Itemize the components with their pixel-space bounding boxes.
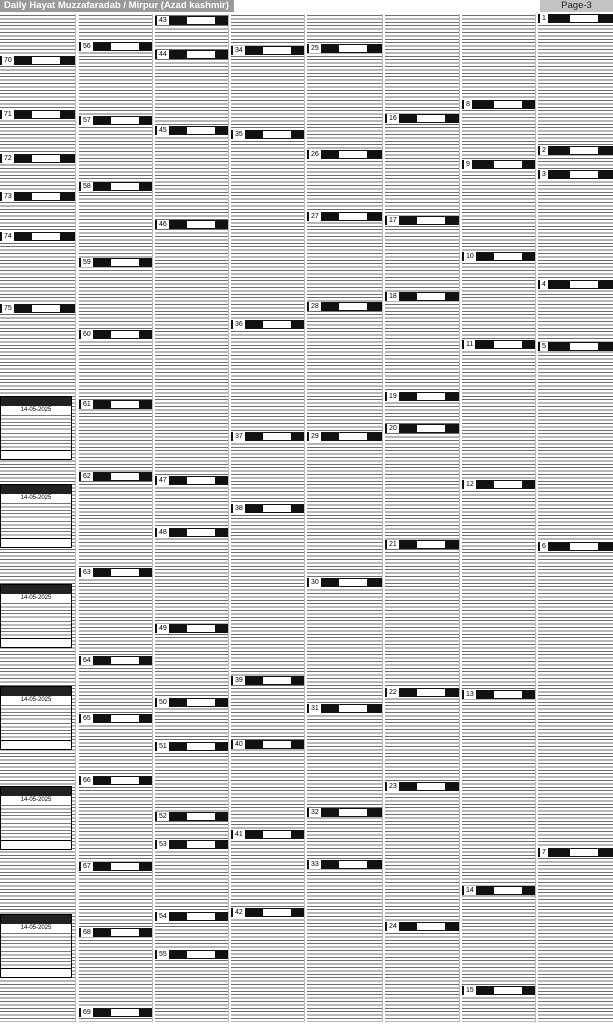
ad-bar [79, 116, 152, 125]
ad-number: 52 [159, 813, 167, 820]
ad-number: 50 [159, 699, 167, 706]
ad-bar [79, 568, 152, 577]
ad-bar [0, 304, 75, 313]
column-5 [307, 14, 383, 1022]
ad-number: 59 [83, 259, 91, 266]
ad-number: 7 [542, 849, 546, 856]
ad-number: 11 [466, 341, 474, 348]
ad-number: 63 [83, 569, 91, 576]
ad-number: 36 [235, 321, 243, 328]
ad-bar [307, 808, 382, 817]
legal-notice [0, 484, 72, 548]
ad-number: 65 [83, 715, 91, 722]
ad-number: 6 [542, 543, 546, 550]
ad-number: 19 [389, 393, 397, 400]
ad-bar [155, 220, 228, 229]
ad-bar [462, 252, 535, 261]
ad-number: 9 [466, 161, 470, 168]
ad-bar [155, 126, 228, 135]
ad-bar [307, 44, 382, 53]
ad-bar [79, 258, 152, 267]
ad-bar [462, 480, 535, 489]
ad-bar [79, 862, 152, 871]
ad-number: 2 [542, 147, 546, 154]
ad-bar [79, 714, 152, 723]
notice-date: 14-05-2025 [20, 697, 52, 703]
ad-bar [79, 472, 152, 481]
notice-date: 14-05-2025 [20, 925, 52, 931]
ad-bar [79, 656, 152, 665]
ad-number: 39 [235, 677, 243, 684]
ad-number: 68 [83, 929, 91, 936]
ad-bar [462, 160, 535, 169]
ad-number: 20 [389, 425, 397, 432]
ad-bar [385, 114, 459, 123]
ad-bar [231, 740, 304, 749]
ad-bar [538, 848, 613, 857]
notice-date: 14-05-2025 [20, 407, 52, 413]
notice-date: 14-05-2025 [20, 595, 52, 601]
ad-bar [79, 776, 152, 785]
ad-number: 18 [389, 293, 397, 300]
ad-number: 46 [159, 221, 167, 228]
ad-number: 35 [235, 131, 243, 138]
ad-number: 58 [83, 183, 91, 190]
ad-number: 29 [311, 433, 319, 440]
ad-bar [538, 280, 613, 289]
legal-notice [0, 584, 72, 648]
ad-number: 74 [4, 233, 12, 240]
ad-bar [538, 542, 613, 551]
column-1 [0, 14, 76, 1022]
ad-number: 3 [542, 171, 546, 178]
ad-number: 64 [83, 657, 91, 664]
ad-number: 62 [83, 473, 91, 480]
ad-bar [462, 340, 535, 349]
ad-bar [462, 100, 535, 109]
ad-number: 72 [4, 155, 12, 162]
ad-bar [155, 16, 228, 25]
ad-bar [155, 840, 228, 849]
ad-bar [385, 922, 459, 931]
ad-number: 57 [83, 117, 91, 124]
ad-bar [155, 950, 228, 959]
ad-number: 26 [311, 151, 319, 158]
ad-number: 17 [389, 217, 397, 224]
ad-bar [79, 42, 152, 51]
ad-bar [0, 56, 75, 65]
ad-number: 1 [542, 15, 546, 22]
ad-number: 24 [389, 923, 397, 930]
ad-number: 67 [83, 863, 91, 870]
ad-number: 32 [311, 809, 319, 816]
ad-number: 70 [4, 57, 12, 64]
ad-number: 31 [311, 705, 319, 712]
ad-bar [0, 232, 75, 241]
column-7 [462, 14, 536, 1022]
legal-notice [0, 786, 72, 850]
column-8 [538, 14, 613, 1022]
ad-bar [307, 578, 382, 587]
ad-bar [538, 170, 613, 179]
ad-bar [307, 704, 382, 713]
ad-number: 54 [159, 913, 167, 920]
ad-bar [307, 302, 382, 311]
ad-number: 40 [235, 741, 243, 748]
ad-bar [155, 812, 228, 821]
ad-number: 66 [83, 777, 91, 784]
ad-bar [538, 146, 613, 155]
ad-number: 30 [311, 579, 319, 586]
ad-bar [231, 830, 304, 839]
ad-number: 47 [159, 477, 167, 484]
ad-bar [307, 860, 382, 869]
notice-date: 14-05-2025 [20, 495, 52, 501]
ad-bar [385, 392, 459, 401]
ad-bar [538, 14, 613, 23]
ad-number: 75 [4, 305, 12, 312]
ad-bar [79, 1008, 152, 1017]
column-2 [79, 14, 153, 1022]
ad-number: 43 [159, 17, 167, 24]
ad-number: 73 [4, 193, 12, 200]
ad-bar [385, 782, 459, 791]
ad-number: 33 [311, 861, 319, 868]
ad-number: 25 [311, 45, 319, 52]
ad-number: 10 [466, 253, 474, 260]
ad-bar [231, 504, 304, 513]
ad-bar [385, 540, 459, 549]
ad-number: 12 [466, 481, 474, 488]
ad-number: 55 [159, 951, 167, 958]
column-6 [385, 14, 460, 1022]
column-3 [155, 14, 229, 1022]
ad-bar [385, 292, 459, 301]
ad-number: 37 [235, 433, 243, 440]
ad-number: 5 [542, 343, 546, 350]
legal-notice [0, 914, 72, 978]
ad-bar [155, 912, 228, 921]
ad-bar [155, 50, 228, 59]
ad-number: 48 [159, 529, 167, 536]
legal-notice [0, 686, 72, 750]
ad-bar [79, 928, 152, 937]
ad-bar [462, 690, 535, 699]
ad-number: 49 [159, 625, 167, 632]
ad-number: 28 [311, 303, 319, 310]
ad-bar [0, 192, 75, 201]
ad-number: 60 [83, 331, 91, 338]
ad-number: 23 [389, 783, 397, 790]
ad-bar [155, 624, 228, 633]
ad-number: 14 [466, 887, 474, 894]
page-number: Page-3 [540, 0, 613, 12]
ad-bar [462, 886, 535, 895]
ad-number: 44 [159, 51, 167, 58]
ad-number: 15 [466, 987, 474, 994]
ad-bar [155, 476, 228, 485]
ad-number: 51 [159, 743, 167, 750]
ad-bar [307, 212, 382, 221]
ad-bar [231, 320, 304, 329]
ad-bar [155, 698, 228, 707]
ad-number: 13 [466, 691, 474, 698]
ad-bar [231, 46, 304, 55]
ad-bar [385, 424, 459, 433]
ad-bar [231, 130, 304, 139]
ad-bar [231, 908, 304, 917]
ad-bar [155, 528, 228, 537]
ad-bar [79, 330, 152, 339]
ad-bar [307, 432, 382, 441]
ad-bar [231, 676, 304, 685]
ad-bar [0, 110, 75, 119]
ad-number: 4 [542, 281, 546, 288]
ad-bar [307, 150, 382, 159]
ad-number: 21 [389, 541, 397, 548]
ad-number: 8 [466, 101, 470, 108]
ad-number: 27 [311, 213, 319, 220]
ad-number: 38 [235, 505, 243, 512]
newspaper-title: Daily Hayat Muzzafaradab / Mirpur (Azad kashmir) [0, 0, 234, 12]
ad-number: 71 [4, 111, 12, 118]
ad-bar [385, 216, 459, 225]
ad-bar [538, 342, 613, 351]
ad-bar [79, 182, 152, 191]
ad-number: 42 [235, 909, 243, 916]
column-4 [231, 14, 305, 1022]
ad-number: 41 [235, 831, 243, 838]
ad-number: 16 [389, 115, 397, 122]
ad-bar [231, 432, 304, 441]
ad-number: 22 [389, 689, 397, 696]
ad-bar [79, 400, 152, 409]
ad-bar [385, 688, 459, 697]
legal-notice [0, 396, 72, 460]
notice-date: 14-05-2025 [20, 797, 52, 803]
ad-number: 45 [159, 127, 167, 134]
ad-bar [462, 986, 535, 995]
ad-number: 69 [83, 1009, 91, 1016]
ad-number: 56 [83, 43, 91, 50]
ad-bar [0, 154, 75, 163]
ad-number: 53 [159, 841, 167, 848]
ad-bar [155, 742, 228, 751]
ad-number: 61 [83, 401, 91, 408]
ad-number: 34 [235, 47, 243, 54]
